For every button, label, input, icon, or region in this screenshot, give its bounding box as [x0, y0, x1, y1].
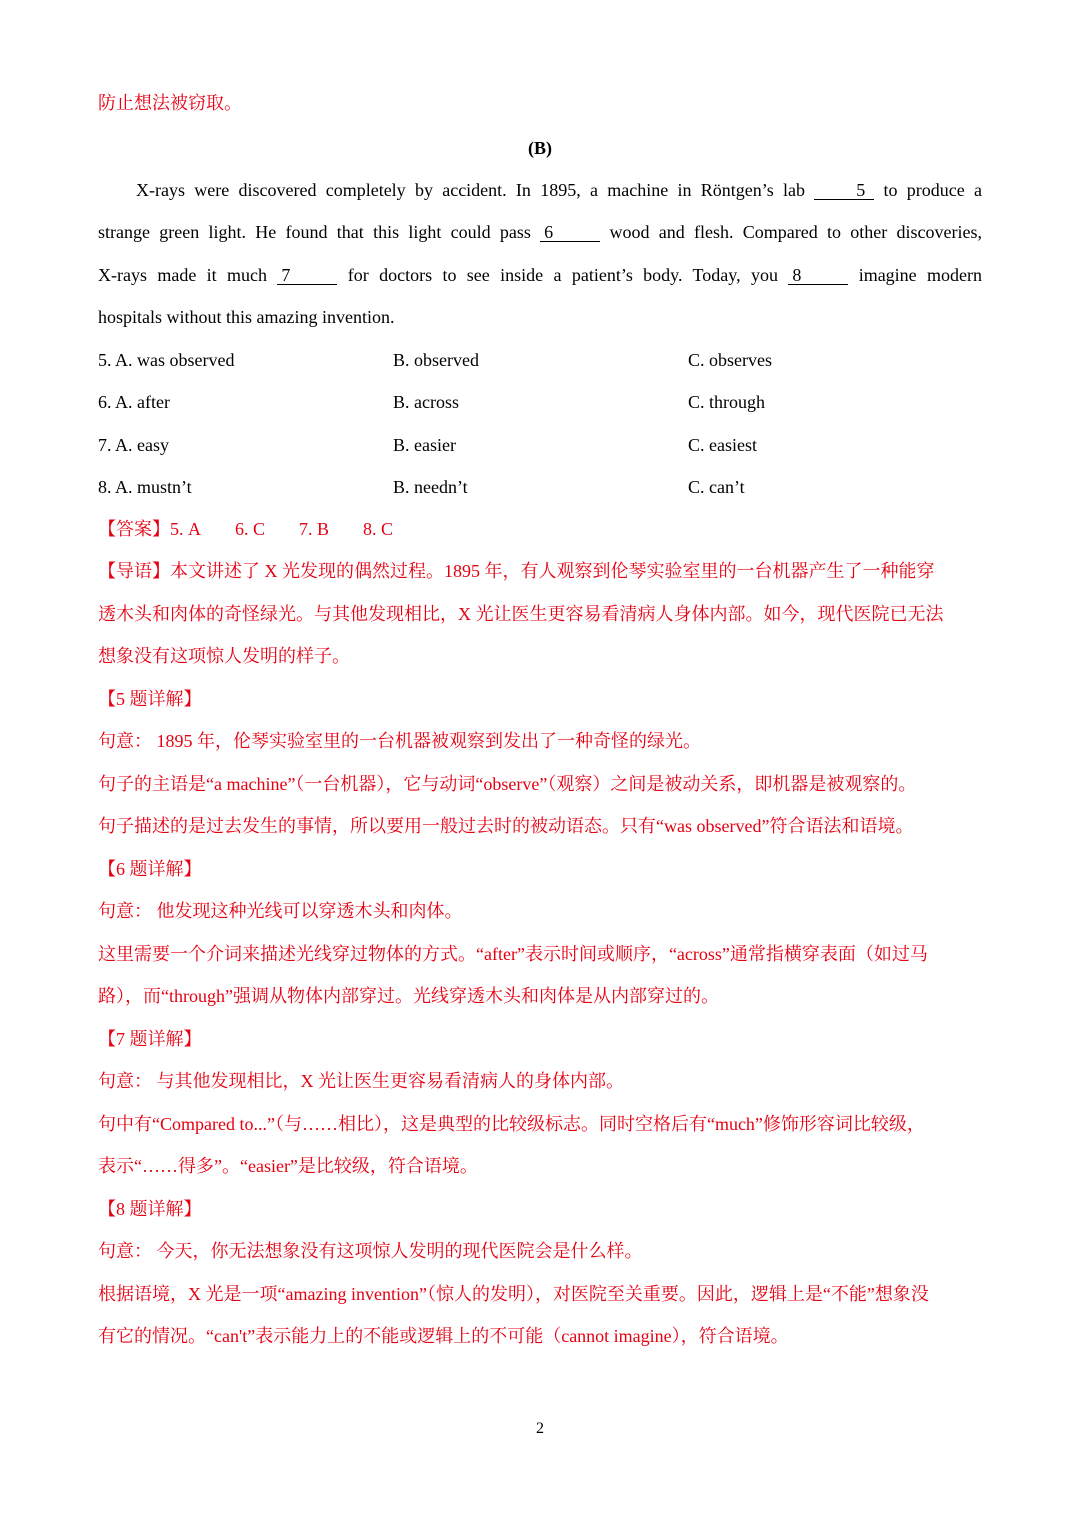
blank-7: 7 [277, 266, 337, 285]
guide-line-3: 想象没有这项惊人发明的样子。 [98, 646, 350, 666]
q8-explanation-1: 根据语境，X 光是一项“amazing invention”（惊人的发明），对医院至关重要。因此，逻辑上是“不能”想象没 [98, 1284, 929, 1304]
guide-line-2: 透木头和肉体的奇怪绿光。与其他发现相比，X 光让医生更容易看清病人身体内部。如今，现代医院已无法 [98, 604, 944, 624]
option-c: C. easiest [688, 435, 757, 455]
answer-5: 5. A [170, 519, 201, 539]
answer-8: 8. C [363, 519, 394, 539]
q7-title: 【7 题详解】 [98, 1029, 202, 1049]
q5-meaning: 句意： 1895 年，伦琴实验室里的一台机器被观察到发出了一种奇怪的绿光。 [98, 731, 701, 751]
option-a: 7. A. easy [98, 435, 169, 455]
q7-explanation-2: 表示“……得多”。“easier”是比较级，符合语境。 [98, 1156, 478, 1176]
passage-text: to produce a [883, 180, 982, 200]
answer-label: 【答案】 [98, 519, 170, 539]
q8-title: 【8 题详解】 [98, 1199, 202, 1219]
passage-text: for doctors to see inside a patient’s body. Today, you [347, 265, 778, 285]
q6-title: 【6 题详解】 [98, 859, 202, 879]
option-c: C. observes [688, 350, 772, 370]
passage-line-1 [98, 179, 982, 201]
q5-title: 【5 题详解】 [98, 689, 202, 709]
blank-6: 6 [540, 223, 600, 242]
q8-meaning: 句意： 今天，你无法想象没有这项惊人发明的现代医院会是什么样。 [98, 1241, 643, 1261]
passage-text: strange green light. He found that this light could pass [98, 222, 531, 242]
passage-line-3 [98, 264, 982, 286]
option-a: 6. A. after [98, 392, 170, 412]
option-c: C. through [688, 392, 766, 412]
answer-7: 7. B [299, 519, 330, 539]
passage-line-4: hospitals without this amazing invention. [98, 307, 395, 327]
option-b: B. observed [393, 350, 479, 370]
answer-6: 6. C [235, 519, 266, 539]
q6-explanation-1: 这里需要一个介词来描述光线穿过物体的方式。“after”表示时间或顺序，“across”通常指横穿表面（如过马 [98, 944, 928, 964]
q5-explanation-1: 句子的主语是“a machine”（一台机器），它与动词“observe”（观察）之间是被动关系，即机器是被观察的。 [98, 774, 917, 794]
q7-meaning: 句意： 与其他发现相比，X 光让医生更容易看清病人的身体内部。 [98, 1071, 624, 1091]
q8-explanation-2: 有它的情况。“can't”表示能力上的不能或逻辑上的不可能（cannot imagine），符合语境。 [98, 1326, 789, 1346]
guide-line-1: 【导语】本文讲述了 X 光发现的偶然过程。1895 年，有人观察到伦琴实验室里的一台机器产生了一种能穿 [98, 561, 935, 581]
q6-meaning: 句意： 他发现这种光线可以穿透木头和肉体。 [98, 901, 463, 921]
option-b: B. across [393, 392, 459, 412]
blank-8: 8 [788, 266, 848, 285]
page-number: 2 [536, 1420, 544, 1437]
q5-explanation-2: 句子描述的是过去发生的事情，所以要用一般过去时的被动语态。只有“was observed”符合语法和语境。 [98, 816, 914, 836]
passage-text: wood and flesh. Compared to other discoveries, [609, 222, 983, 242]
passage-line-2 [98, 221, 982, 243]
option-b: B. needn’t [393, 477, 468, 497]
q7-explanation-1: 句中有“Compared to...”（与……相比），这是典型的比较级标志。同时空格后有“much”修饰形容词比较级， [98, 1114, 925, 1134]
section-title: (B) [528, 138, 552, 158]
option-a: 8. A. mustn’t [98, 477, 192, 497]
top-line: 防止想法被窃取。 [98, 93, 242, 113]
option-b: B. easier [393, 435, 456, 455]
passage-text: X-rays made it much [98, 265, 268, 285]
option-a: 5. A. was observed [98, 350, 235, 370]
answer-line [98, 518, 982, 540]
option-c: C. can’t [688, 477, 745, 497]
passage-text: X-rays were discovered completely by accident. In 1895, a machine in Röntgen’s lab [136, 180, 805, 200]
passage-text: imagine modern [858, 265, 983, 285]
q6-explanation-2: 路），而“through”强调从物体内部穿过。光线穿透木头和肉体是从内部穿过的。 [98, 986, 719, 1006]
blank-5: 5 [814, 181, 874, 200]
